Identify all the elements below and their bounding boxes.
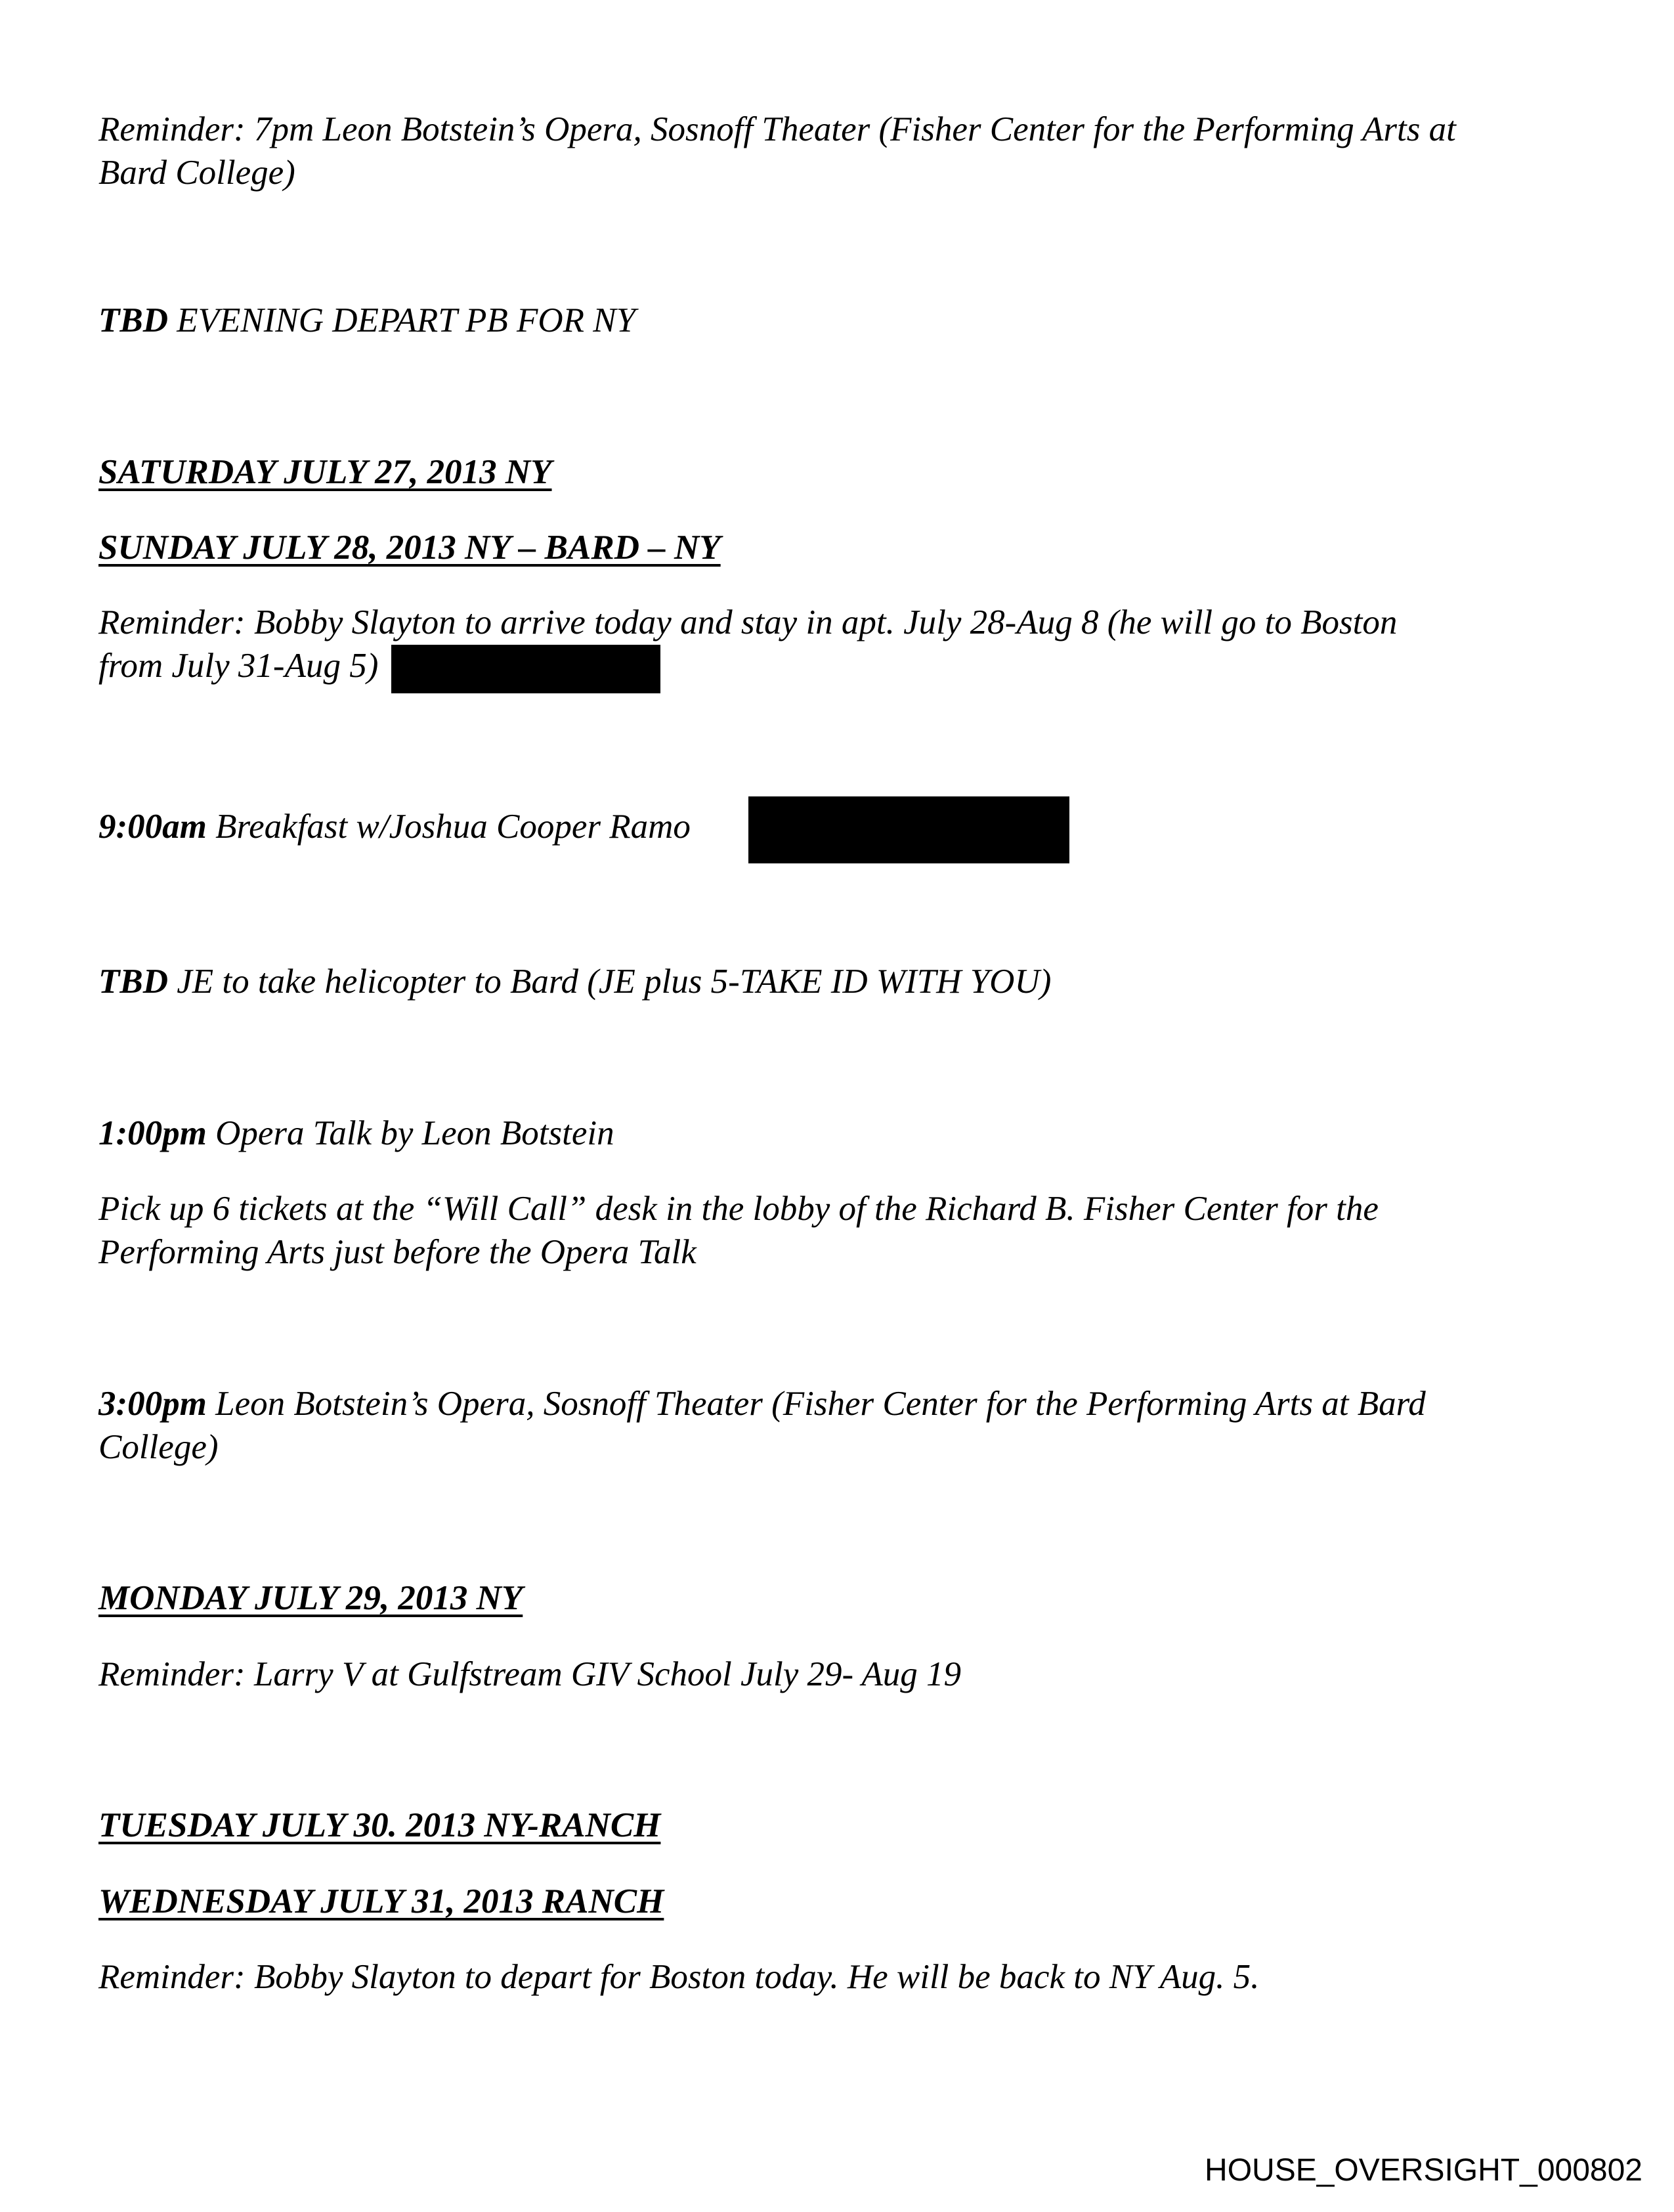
opera-talk-entry [98, 1112, 614, 1155]
entry-time: 3:00pm [98, 1385, 207, 1423]
redaction-block [391, 645, 660, 693]
breakfast-entry [98, 805, 691, 848]
opera-performance-line-2: College) [98, 1428, 219, 1466]
reminder-slayton-line-2: from July 31-Aug 5) [98, 647, 379, 685]
monday-heading: MONDAY JULY 29, 2013 NY [98, 1579, 523, 1617]
wednesday-heading: WEDNESDAY JULY 31, 2013 RANCH [98, 1882, 664, 1920]
reminder-opera-line-2: Bard College) [98, 154, 295, 192]
entry-text: Breakfast w/Joshua Cooper Ramo [206, 808, 691, 846]
entry-time: 1:00pm [98, 1114, 207, 1152]
reminder-boston: Reminder: Bobby Slayton to depart for Boston today. He will be back to NY Aug. 5. [98, 1958, 1260, 1996]
reminder-slayton-line-1: Reminder: Bobby Slayton to arrive today and stay in apt. July 28-Aug 8 (he will go to Boston [98, 603, 1398, 641]
entry-text: Opera Talk by Leon Botstein [206, 1114, 614, 1152]
bates-number: HOUSE_OVERSIGHT_000802 [1205, 2153, 1642, 2188]
saturday-heading: SATURDAY JULY 27, 2013 NY [98, 453, 552, 491]
entry-time: TBD [98, 301, 168, 339]
sunday-heading: SUNDAY JULY 28, 2013 NY – BARD – NY [98, 529, 721, 567]
tbd-depart-entry [98, 299, 635, 342]
tickets-line-1: Pick up 6 tickets at the “Will Call” desk in the lobby of the Richard B. Fisher Center for the [98, 1190, 1379, 1228]
reminder-opera-line-1: Reminder: 7pm Leon Botstein’s Opera, Sosnoff Theater (Fisher Center for the Performing Arts at [98, 110, 1456, 148]
entry-text: JE to take helicopter to Bard (JE plus 5-TAKE ID WITH YOU) [168, 963, 1052, 1001]
tuesday-heading: TUESDAY JULY 30. 2013 NY-RANCH [98, 1806, 661, 1844]
reminder-larry: Reminder: Larry V at Gulfstream GIV School July 29- Aug 19 [98, 1655, 962, 1693]
entry-text: Leon Botstein’s Opera, Sosnoff Theater (Fisher Center for the Performing Arts at Bard [206, 1385, 1426, 1423]
opera-performance-entry [98, 1382, 1426, 1425]
helicopter-entry [98, 960, 1051, 1003]
entry-time: 9:00am [98, 808, 207, 846]
tickets-line-2: Performing Arts just before the Opera Talk [98, 1233, 697, 1271]
entry-text: EVENING DEPART PB FOR NY [168, 301, 636, 339]
redaction-block [748, 796, 1069, 863]
entry-time: TBD [98, 963, 168, 1001]
